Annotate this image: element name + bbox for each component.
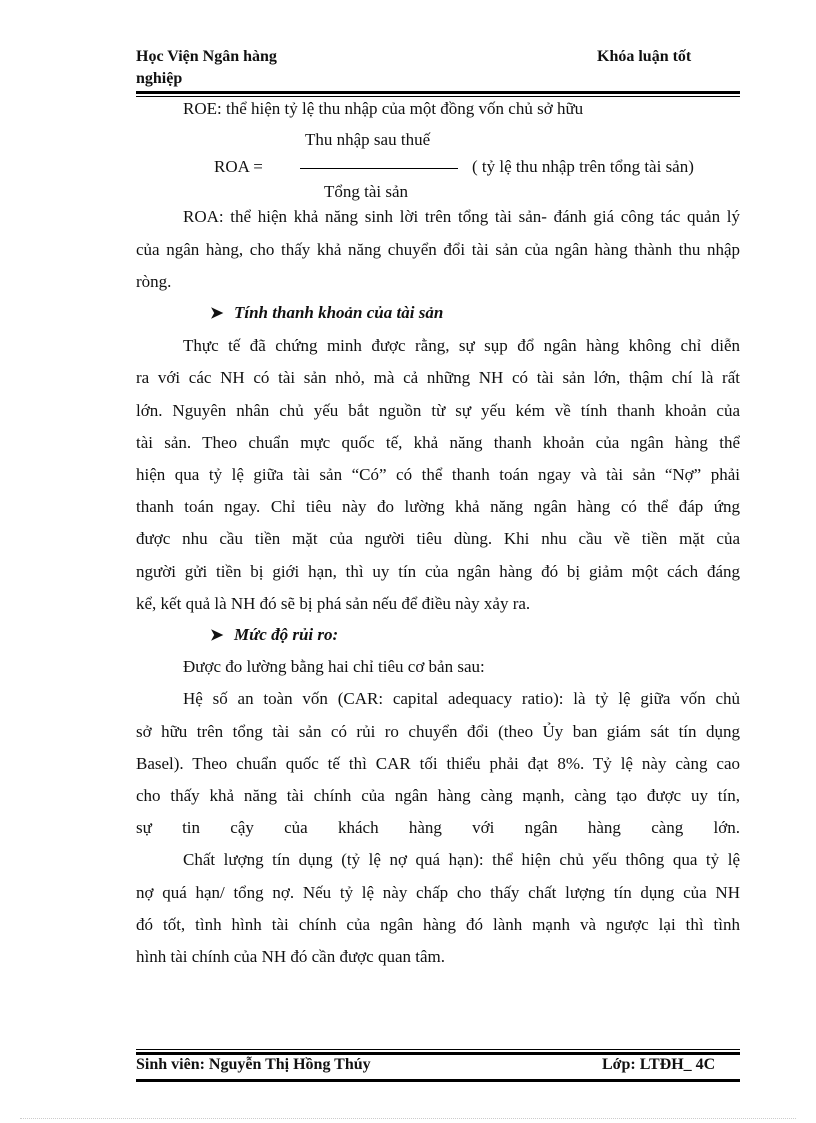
paragraph-line: thanh toán ngay. Chỉ tiêu này đo lường khả năng ngân hàng có thể đáp ứng bbox=[136, 497, 740, 516]
arrow-bullet-icon: ➤ bbox=[210, 305, 224, 322]
paragraph-line: ROA: thể hiện khả năng sinh lời trên tổng tài sản- đánh giá công tác quản lý bbox=[183, 207, 740, 226]
header-rule bbox=[136, 91, 740, 94]
paragraph-line: ra với các NH có tài sản nhỏ, mà cả những NH có tài sản lớn, thậm chí là rất bbox=[136, 368, 740, 387]
header-institution-continued: nghiệp bbox=[136, 70, 183, 87]
paragraph-line: ròng. bbox=[136, 272, 172, 291]
paragraph-line: đó tốt, tình hình tài chính của ngân hàng đó lành mạnh và ngược lại thì tình bbox=[136, 915, 740, 934]
header-institution: Học Viện Ngân hàng bbox=[136, 48, 277, 65]
paragraph-line: cho thấy khả năng tài chính của ngân hàng càng mạnh, càng tạo được uy tín, bbox=[136, 786, 740, 805]
paragraph-line: hình tài chính của NH đó cần được quan tâm. bbox=[136, 947, 446, 966]
paragraph-line: kể, kết quả là NH đó sẽ bị phá sản nếu để điều này xảy ra. bbox=[136, 594, 531, 613]
paragraph-line: Thực tế đã chứng minh được rằng, sự sụp đổ ngân hàng không chỉ diễn bbox=[183, 336, 740, 355]
paragraph-line: sự tin cậy của khách hàng với ngân hàng càng lớn. bbox=[136, 818, 740, 837]
formula-denominator: Tổng tài sản bbox=[324, 182, 409, 201]
header-rule-thin bbox=[136, 96, 740, 97]
roe-definition: ROE: thể hiện tỷ lệ thu nhập của một đồng vốn chủ sở hữu bbox=[183, 99, 584, 118]
page-edge-dots bbox=[20, 1118, 796, 1119]
section-heading bbox=[210, 625, 338, 645]
footer-rule-thin bbox=[136, 1049, 740, 1050]
footer-rule bbox=[136, 1052, 740, 1055]
paragraph-line: lớn. Nguyên nhân chủ yếu bắt nguồn từ sự yếu kém về tính thanh khoản của bbox=[136, 401, 740, 420]
fraction-bar bbox=[300, 168, 458, 169]
paragraph-line: của ngân hàng, cho thấy khả năng chuyển đổi tài sản của ngân hàng thành thu nhập bbox=[136, 240, 740, 259]
paragraph-line: người gửi tiền bị giới hạn, thì uy tín của ngân hàng đó bị giảm một cách đáng bbox=[136, 562, 740, 581]
paragraph-line: sở hữu trên tổng tài sản có rủi ro chuyển đổi (theo Ủy ban giám sát tín dụng bbox=[136, 722, 740, 741]
footer-bottom-rule bbox=[136, 1079, 740, 1082]
heading-text: Mức độ rủi ro: bbox=[234, 625, 339, 644]
paragraph-line: Hệ số an toàn vốn (CAR: capital adequacy ratio): là tỷ lệ giữa vốn chủ bbox=[183, 689, 740, 708]
paragraph-line: tài sản. Theo chuẩn mực quốc tế, khả năng thanh khoản của ngân hàng thể bbox=[136, 433, 740, 452]
footer-student: Sinh viên: Nguyễn Thị Hồng Thúy bbox=[136, 1056, 371, 1073]
formula-numerator: Thu nhập sau thuế bbox=[305, 130, 431, 149]
formula-note: ( tỷ lệ thu nhập trên tổng tài sản) bbox=[472, 157, 694, 176]
paragraph-line: Basel). Theo chuẩn quốc tế thì CAR tối thiểu phải đạt 8%. Tỷ lệ này càng cao bbox=[136, 754, 740, 773]
paragraph-line: Được đo lường bằng hai chỉ tiêu cơ bản sau: bbox=[183, 657, 485, 676]
paragraph-line: nợ quá hạn/ tổng nợ. Nếu tỷ lệ này chấp cho thấy chất lượng tín dụng của NH bbox=[136, 883, 740, 902]
paragraph-line: Chất lượng tín dụng (tỷ lệ nợ quá hạn): thể hiện chủ yếu thông qua tỷ lệ bbox=[183, 850, 740, 869]
arrow-bullet-icon: ➤ bbox=[210, 627, 224, 644]
header-thesis-type: Khóa luận tốt bbox=[597, 48, 692, 65]
heading-text: Tính thanh khoản của tài sản bbox=[234, 303, 444, 322]
formula-label: ROA = bbox=[214, 157, 263, 176]
section-heading bbox=[210, 303, 443, 323]
paragraph-line: hiện qua tỷ lệ giữa tài sản “Có” có thể thanh toán ngay và tài sản “Nợ” phải bbox=[136, 465, 740, 484]
paragraph-line: được nhu cầu tiền mặt của người tiêu dùng. Khi nhu cầu về tiền mặt của bbox=[136, 529, 740, 548]
footer-class: Lớp: LTĐH_ 4C bbox=[602, 1056, 716, 1073]
